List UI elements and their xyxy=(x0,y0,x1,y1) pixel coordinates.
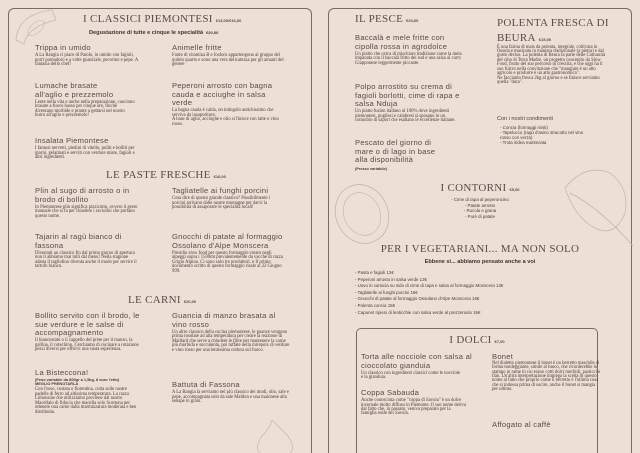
item-name: Battuta di Fassona xyxy=(172,380,240,389)
section-title-dolci: I DOLCI €7,00 xyxy=(449,334,505,346)
item-description: Con l'osso, costata o fiorentina, cotta sulle nostre padelle di ferro ad altissima temperatura. La razza Limousine che utilizziamo proviene dal nostro Macellaio di fiducia che macella solo Scottona per ottenere una carne dalla marmizzatura moderata e ben distribuita. xyxy=(35,387,137,415)
item-description: Un classico con ingredienti classici come le nocciole e la gianduia. xyxy=(361,370,461,381)
item-description: A base di aglio, acciughe e olio si finisce con latte o vino rosso. xyxy=(172,117,279,127)
item-name: Tajarin al ragù bianco di fassona xyxy=(35,232,122,250)
list-item: - Polenta concia 15€ xyxy=(355,302,396,308)
menu-item xyxy=(355,139,450,171)
item-name: Tagliatelle ai funghi porcini xyxy=(172,186,269,195)
item-name: Peperoni arrosto con bagna cauda e acciughe in salsa verde xyxy=(172,81,273,108)
item-description: Nel dialetto piemontese il bonet è un berretto maschile di forma tondeggiante, simile al basco, che ricorderebbe lo stampo in rame in cui erano cotti dolci morbidi, pasticci e flan. Un'altra interpretazione impiega la scelta di questo nome al fatto che proprio come il berretto è l'ultima cosa che si indossa prima di uscire, anche il bonet si mangia per ultimo. xyxy=(492,360,601,393)
item-name: Polpo arrostito su crema di fagioli borlotti, cime di rapa e salsa Nduja xyxy=(355,82,460,109)
menu-item xyxy=(172,381,290,404)
list-item: - Capunet ripieni di lenticchie con salsa verde al prezzemolo 16€ xyxy=(355,309,481,315)
item-name: La Bisteccona! xyxy=(35,368,89,377)
section-subtitle-vegetariani: Ebbene sì... abbiamo pensato anche a voi xyxy=(424,259,536,265)
list-item: - Pasta e fagioli 13€ xyxy=(355,270,394,275)
list-item: - Rucola e grana xyxy=(463,208,497,214)
section-title-vegetariani: PER I VEGETARIANI... MA NON SOLO xyxy=(380,243,580,255)
ravioli-illustration xyxy=(10,6,58,46)
menu-item xyxy=(35,137,135,160)
menu-item xyxy=(172,233,284,274)
menu-item xyxy=(172,44,287,67)
item-description: Anche conosciuta come "coppa di Savoia" è un dolce invernale molto diffuso in Piemonte. Il suo nome deriva dal fatto che, in passato, veniva preparato per la famiglia reale dei Savoia. xyxy=(361,398,466,417)
menu-item xyxy=(355,34,467,66)
item-name: Pescato del giorno di mare o di lago in base alla disponibilità xyxy=(355,138,436,165)
menu-item xyxy=(361,353,473,381)
item-description: È una farina di mais da polenta, integrale, coltivata in Ossola e macinata in maniera tradizionale (a pietra) e dal gusto deciso. La polenta di Beura fa parte delle Comunità del cibo di Terra Madre, un progetto concepito da Slow Food, frutto del suo percorso di crescita, e che oggi ha il suo fulcro nella convinzione che "mangiare è un atto agricolo e produrre è un atto gastronomico". xyxy=(497,44,606,77)
list-item: - Tagliatelle ai funghi porcini 16€ xyxy=(355,289,418,295)
condimenti-title: Con i nostri condimenti xyxy=(497,116,553,122)
list-item: - Uovo in camicia su nido di cime di rapa e salsa al formaggio Monscera 13€ xyxy=(355,283,504,289)
item-name: Guancia di manzo brasata al vino rosso xyxy=(172,311,276,329)
menu-item xyxy=(492,421,602,430)
fig-illustration xyxy=(250,418,300,453)
menu-item xyxy=(35,44,140,67)
section-title-paste: LE PASTE FRESCHE €16,00 xyxy=(106,169,226,181)
item-description: Il biancostato o il cappello del prete per il manzo, la gallina, il cotechino. Cerchiamo di cucinare a rotazione pezzi diversi per offrirvi una vasta esperienza. xyxy=(35,338,139,353)
section-title-pesce: IL PESCE €20,00 xyxy=(355,13,419,25)
item-description: Cosa dire di questo grande classico? Possibilmente i porcini arrivano dalle nostre montagne per darvi la possibilità di assaporare le specialità locali! xyxy=(172,196,271,210)
item-description: Presidio slow food per questo formaggio creato negli alpeggi sopra i 1500mt prevalentemente da vacche di razza Grigio Alpina. Ci sono solo tre produttori. e Il primo documento scritto di questo formaggio risale al 22 Giugno 999. xyxy=(172,250,283,274)
section-title-polenta: POLENTA FRESCA DI BEURA €15,00 xyxy=(497,17,609,44)
menu-item xyxy=(35,81,135,119)
section-subtitle-classici: Degustazione di tutte e cinque le specialità €20,00 xyxy=(89,30,219,36)
item-name: Animelle fritte xyxy=(172,43,222,52)
item-description: Un altro classico della cucina piemontese, le guance vengono prima rosolate ad alta temperatura per creare la reazione di Maillard che serve a chiudere le fibre per mantenere la carne più morbida e succulenta, poi tuffate nella mirepoix di verdure e vino rosso per una lentissima cottura sul fuoco. xyxy=(172,329,290,353)
section-title-carni: LE CARNI €20,00 xyxy=(128,294,197,306)
menu-item xyxy=(35,187,140,219)
condimenti-list xyxy=(500,125,605,145)
item-description: Fonte di vitamina B e fosforo appartengono al gruppo del quinto quarto e sono una vera delicatezza per gli amanti del genere xyxy=(172,53,284,67)
item-description: Diventati un classico fin dal primo giorno di apertura non li abbiamo mai tolti dal menu! Nella stagione adatta il tagliolino diventa anche il modo per servire il tartufo bianco. xyxy=(35,250,137,270)
list-item: - Patate arrosto xyxy=(464,202,496,208)
menu-item xyxy=(355,83,463,124)
item-name: Gnocchi di patate al formaggio Ossolano d'Alpe Monscera xyxy=(172,232,283,250)
list-item: - Cime di rapa al peperoncino xyxy=(451,197,509,202)
item-description: Un piatto fusion italiano al 100% dove ingredienti piemontesi, pugliesi e calabresi si sposano in un connubio di sapori che esaltano le eccellenze italiane. xyxy=(355,109,456,124)
item-name: Affogato al caffè xyxy=(492,420,551,429)
item-name: Plin al sugo di arrosto o in brodo di bollito xyxy=(35,186,130,204)
list-item: - Peperoni arrosto in salsa verde 13€ xyxy=(355,276,427,282)
item-description: La bagna cauda è calda, un intingolo antichissimo che serviva da insaporitore. xyxy=(172,108,274,118)
section-title-contorni: I CONTORNI €5,00 xyxy=(440,182,520,194)
list-item: - Trota iridea mantecata xyxy=(500,140,547,145)
menu-page-right xyxy=(320,0,640,453)
contorni-list xyxy=(320,197,640,219)
menu-item xyxy=(35,369,140,415)
item-description: A La Rangia ci piace di Paiolo, in umido con fagioli, porri pomodoro e a volte guanciale, pecorino e pepe. A fantasia dello chef! xyxy=(35,53,138,67)
item-description: Lente nella vita e anche nella preparazione, cuociono brasate a fuoco basso per cinque ore, finché diventano morbide e pronte a gettarsi nel nostro burro all'aglio e prezzemolo! xyxy=(35,99,135,119)
item-description: I famosi nervetti, piedini di vitello, puliti e bolliti per giorni, gelatinati e serviti con verdure miste, fagioli e altri ingredienti. xyxy=(35,146,135,160)
vegetariani-list xyxy=(355,270,503,316)
menu-item xyxy=(492,353,602,393)
list-item: - Concia (formaggi misti) xyxy=(500,125,548,130)
menu-item xyxy=(172,187,290,210)
list-item: - Gnocchi di patate al formaggio Ossolano d'Alpe Monscera 16€ xyxy=(355,296,480,302)
menu-item xyxy=(35,233,140,270)
item-description: In Piemontese plin significa pizzicotto, ovvero il gesto manuale che si fa per chiudere i raviolini che portano questo nome. xyxy=(35,204,138,219)
item-name: Bonet xyxy=(492,352,514,361)
item-name: Insalata Piemontese xyxy=(35,136,109,145)
item-name: Lumache brasate all'aglio e prezzemolo xyxy=(35,81,114,99)
menu-item xyxy=(361,389,467,417)
menu-item xyxy=(172,82,287,127)
item-name: Baccalà e mele fritte con cipolla rossa in agrodolce xyxy=(355,33,448,51)
section-title-classici: I CLASSICI PIEMONTESI €13,00/€16,00 xyxy=(83,13,242,25)
item-name: Bollito servito con il brodo, le sue verdure e le salse di accompagnamento xyxy=(35,311,140,338)
item-description: A La Rangia la serviamo nel più classico dei modi, olio, sale e pepe, accompagnata solo da sale Maldon e una maionese alla senape in grani. xyxy=(172,390,289,404)
item-note: (Prezzo variabile) xyxy=(355,165,388,171)
list-item: - Purè di patate xyxy=(464,213,496,219)
item-description: Un piatto che cerca di mischiare tradizione come la mela impanata con il baccalà fritto del sud e una salsa al curry Giapponese leggermente piccante. xyxy=(355,51,462,66)
item-name: Torta alle nocciole con salsa al cioccolato gianduia xyxy=(361,352,472,370)
menu-item xyxy=(35,312,140,353)
item-note: MEGLIO PRENOTARLA xyxy=(35,381,79,387)
item-note: (Peso variabile da 800gr a 1,5kg, 8 euro l'etto) xyxy=(35,376,120,382)
item-description: Ne facciamo fresca 2kg al giorno e se finisce serviamo quella "dura". xyxy=(497,75,600,86)
menu-item xyxy=(172,312,290,353)
item-name: Coppa Sabauda xyxy=(361,388,420,397)
list-item: - Tapelucco (ragù d'asino stracotto nel vino rosso con verza) xyxy=(500,130,584,140)
item-name: Trippa in umido xyxy=(35,43,91,52)
polenta-description xyxy=(497,44,609,86)
